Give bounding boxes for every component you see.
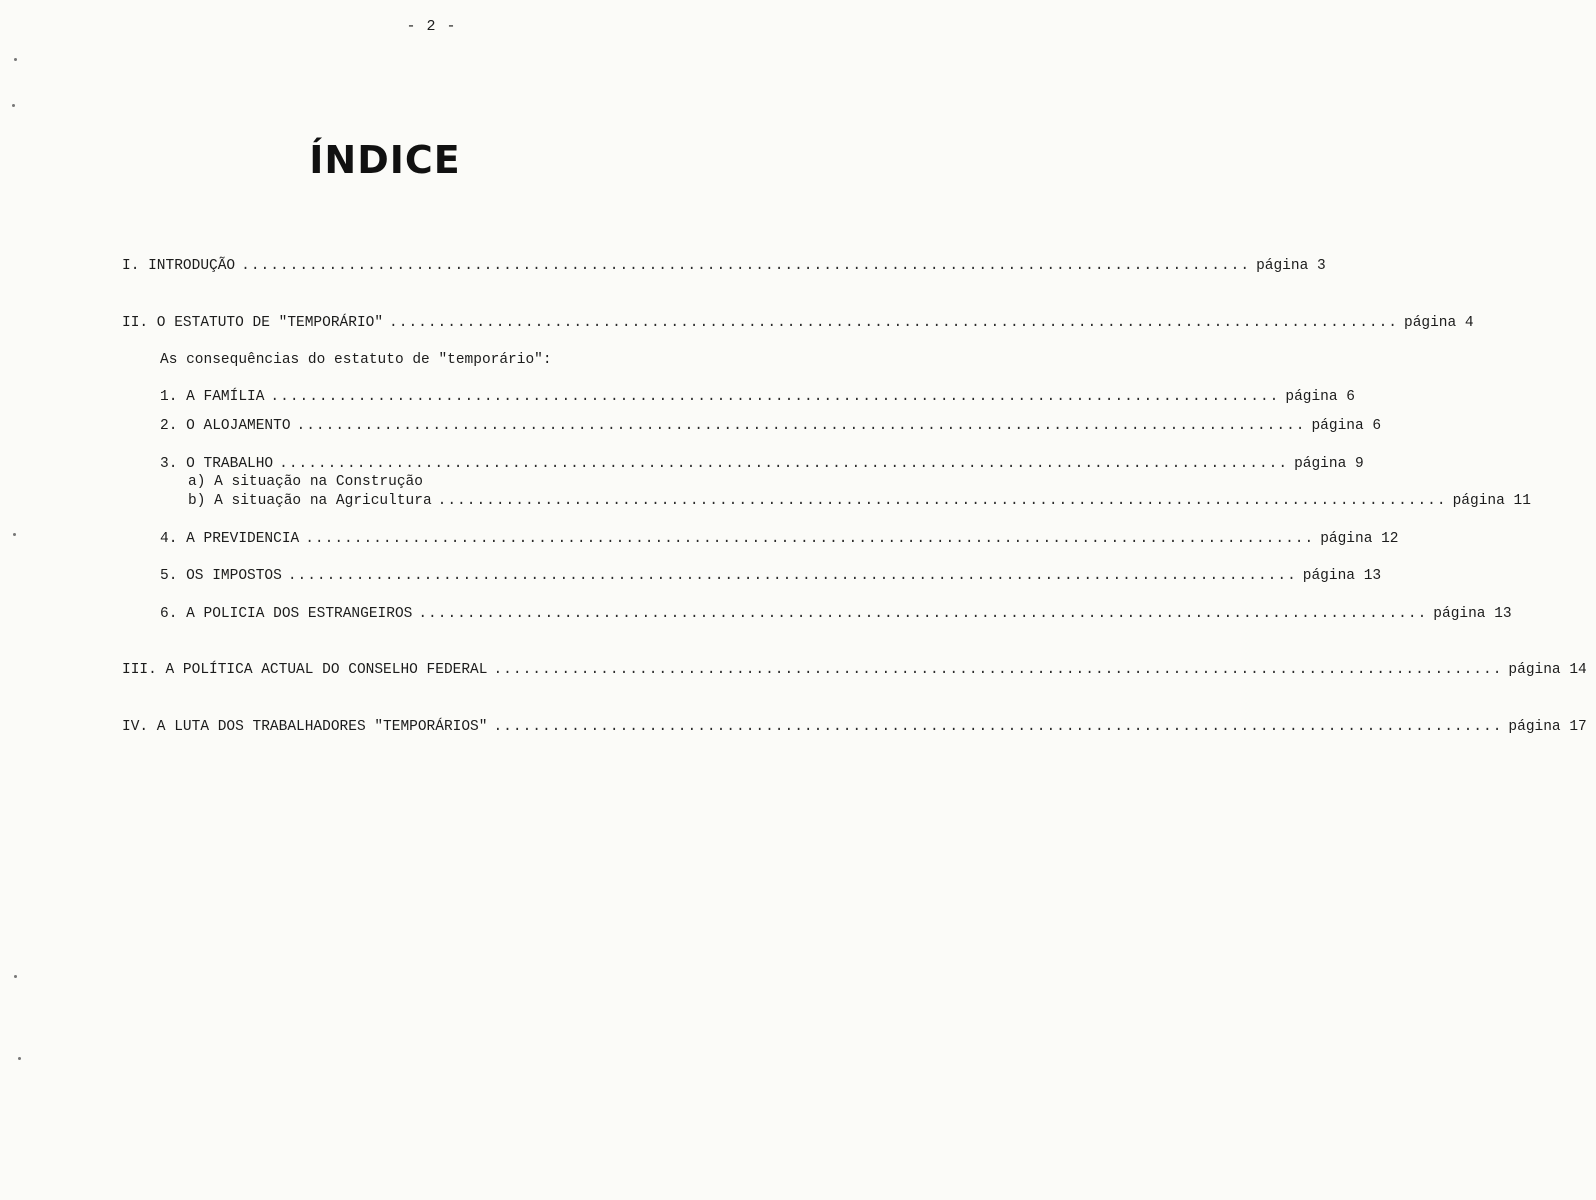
toc-entry-page: página 13 <box>1302 568 1382 584</box>
toc-entry-page: página 14 <box>1508 662 1587 678</box>
toc-entry-page: página 6 <box>1285 389 1355 405</box>
toc-leader-dots: ........................................................................................................ <box>437 493 1447 509</box>
toc-entry-label: I. INTRODUÇÃO <box>122 258 236 274</box>
toc-entry-label: II. O ESTATUTO DE "TEMPORÁRIO" <box>122 315 384 331</box>
toc-leader-dots: ........................................................................................................ <box>279 456 1289 472</box>
page-title: ÍNDICE <box>309 138 461 182</box>
toc-entry-policia <box>160 606 1512 622</box>
toc-entry-label: 3. O TRABALHO <box>160 456 274 472</box>
toc-entry-label: 5. OS IMPOSTOS <box>160 568 282 584</box>
toc-leader-dots: ........................................................................................................ <box>418 606 1428 622</box>
toc-leader-dots: ........................................................................................................ <box>493 662 1503 678</box>
toc-leader-dots: ........................................................................................................ <box>305 531 1315 547</box>
toc-entry-page: página 3 <box>1256 258 1326 274</box>
toc-entry-label: III. A POLÍTICA ACTUAL DO CONSELHO FEDERAL <box>122 662 488 678</box>
toc-entry-familia <box>160 389 1355 405</box>
scan-speck <box>14 975 17 978</box>
page-number: - 2 - <box>406 18 457 35</box>
scan-speck <box>13 533 16 536</box>
toc-leader-dots: ........................................................................................................ <box>296 418 1306 434</box>
scan-speck <box>14 58 17 61</box>
toc-entry-label: b) A situação na Agricultura <box>188 493 432 509</box>
toc-entry-politica <box>122 662 1587 678</box>
toc-leader-dots: ........................................................................................................ <box>389 315 1398 331</box>
toc-entry-agricultura <box>188 493 1531 509</box>
toc-entry-page: página 4 <box>1404 315 1474 331</box>
toc-entry-previdencia <box>160 531 1399 547</box>
toc-entry-label: IV. A LUTA DOS TRABALHADORES "TEMPORÁRIOS" <box>122 719 488 735</box>
toc-entry-label: 4. A PREVIDENCIA <box>160 531 300 547</box>
toc-entry-page: página 17 <box>1508 719 1587 735</box>
toc-entry-page: página 13 <box>1433 606 1512 622</box>
toc-entry-alojamento <box>160 418 1382 434</box>
toc-subheading: As consequências do estatuto de "temporário": <box>160 352 552 368</box>
toc-entry-luta <box>122 719 1587 735</box>
toc-leader-dots: ........................................................................................................ <box>241 258 1251 274</box>
toc-entry-label: 1. A FAMÍLIA <box>160 389 265 405</box>
toc-entry-page: página 9 <box>1294 456 1364 472</box>
toc-entry-page: página 12 <box>1320 531 1399 547</box>
toc-leader-dots: ........................................................................................................ <box>287 568 1297 584</box>
toc-subentry-construcao: a) A situação na Construção <box>188 474 423 490</box>
toc-entry-introducao <box>122 258 1326 274</box>
toc-entry-label: 2. O ALOJAMENTO <box>160 418 291 434</box>
toc-entry-estatuto <box>122 315 1474 331</box>
toc-entry-page: página 6 <box>1311 418 1382 434</box>
toc-entry-label: 6. A POLICIA DOS ESTRANGEIROS <box>160 606 413 622</box>
toc-entry-impostos <box>160 568 1382 584</box>
scan-speck <box>12 104 15 107</box>
toc-leader-dots: ........................................................................................................ <box>493 719 1503 735</box>
toc-entry-trabalho <box>160 456 1364 472</box>
toc-leader-dots: ........................................................................................................ <box>270 389 1280 405</box>
toc-entry-page: página 11 <box>1452 493 1531 509</box>
scan-speck <box>18 1057 21 1060</box>
